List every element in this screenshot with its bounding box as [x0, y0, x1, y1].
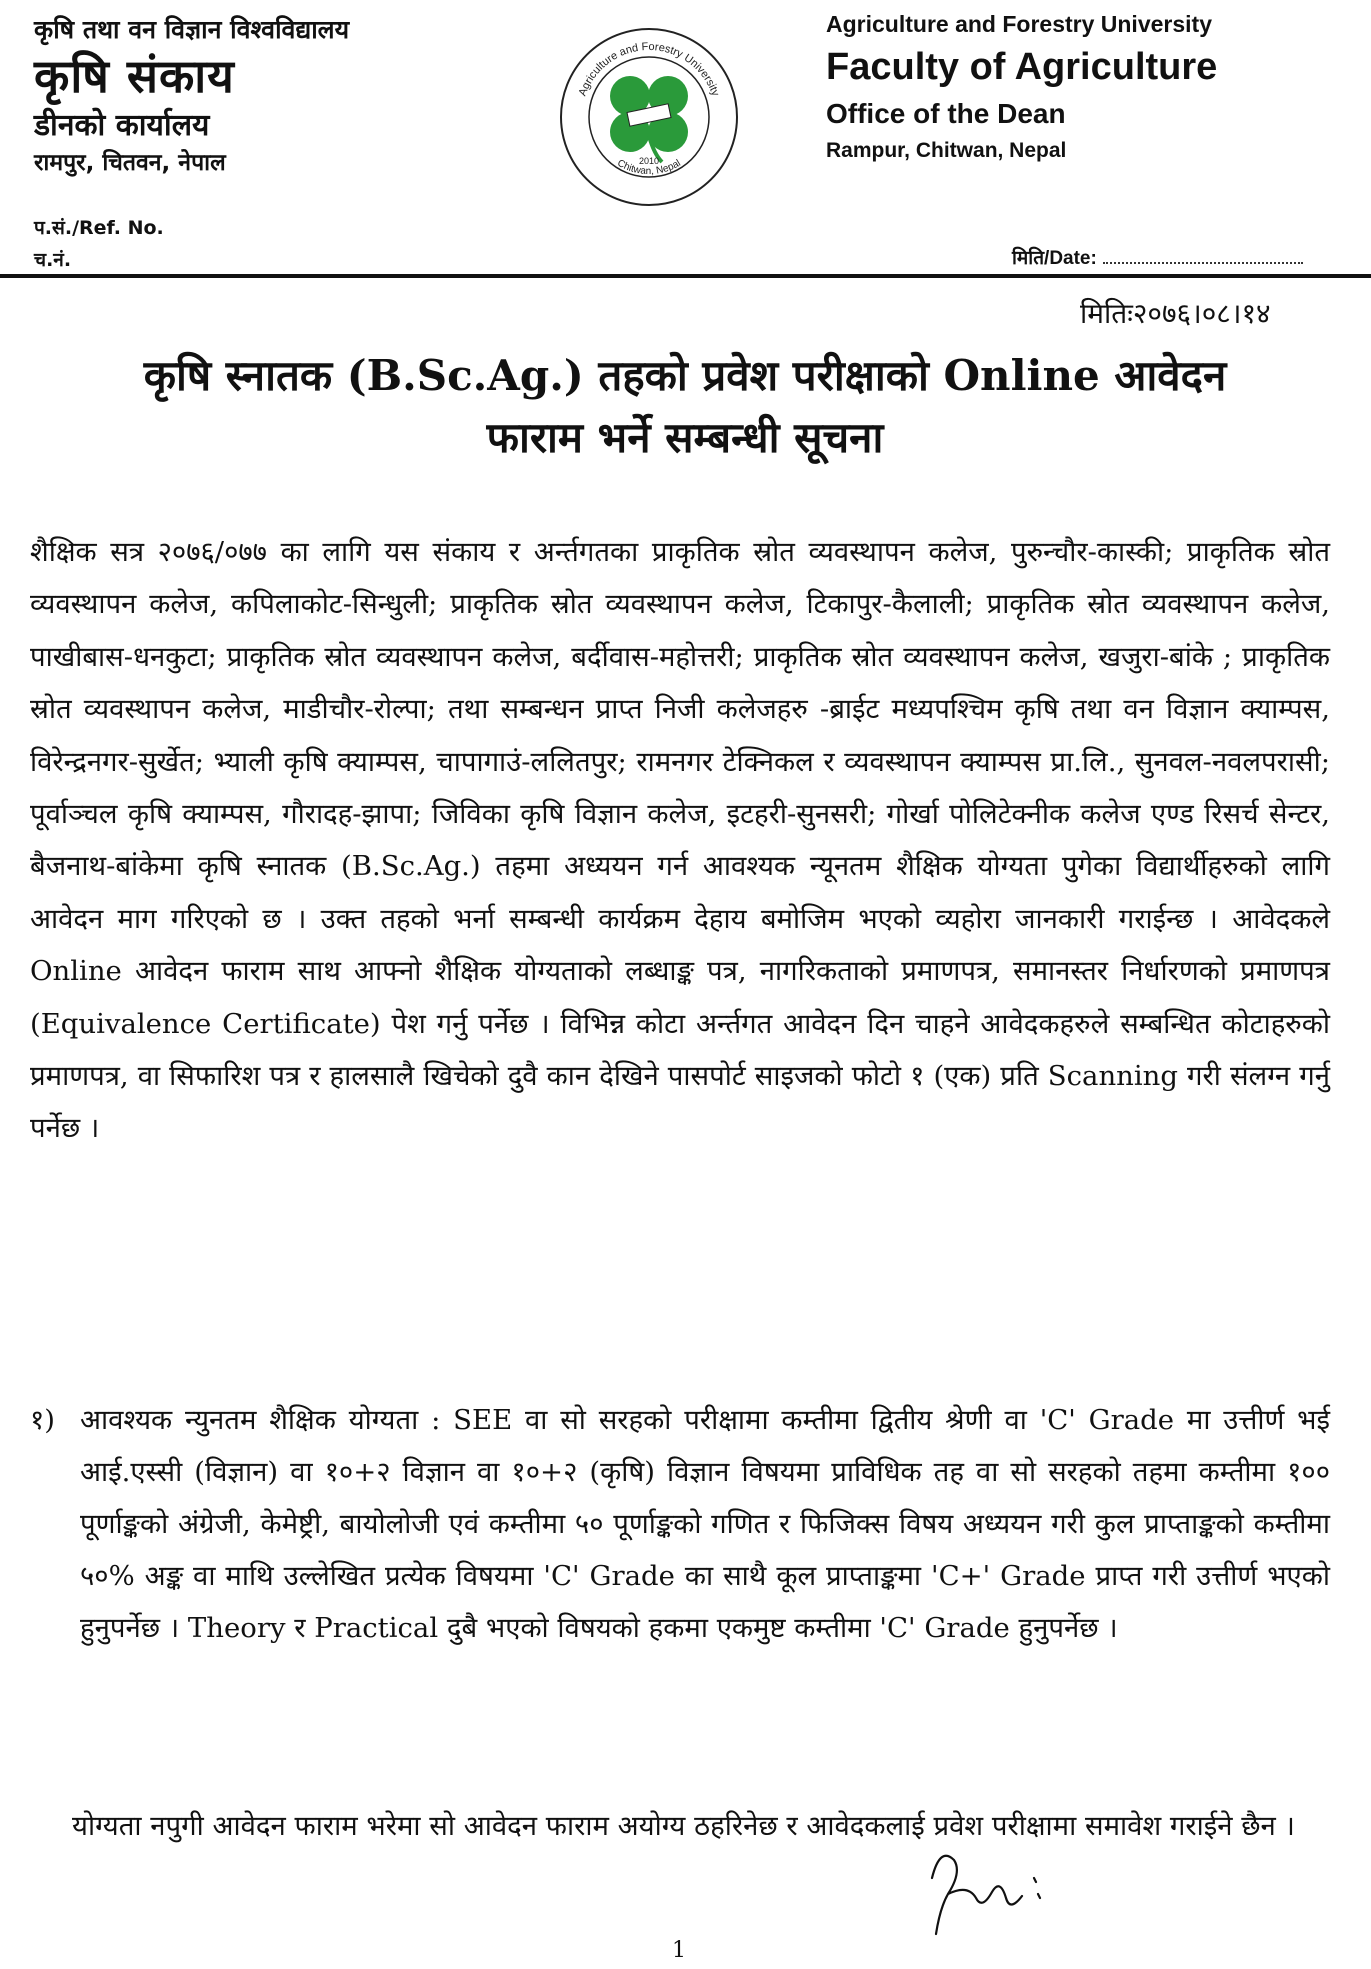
list-item-text: आवश्यक न्युनतम शैक्षिक योग्यता : SEE वा सो सरहको परीक्षामा कम्तीमा द्वितीय श्रेणी वा 'C' Grade मा उत्तीर्ण भई आई.एस्सी (विज्ञान) वा १०+२ विज्ञान वा १०+२ (कृषि) विज्ञान विषयमा प्राविधिक तह वा सो सरहको तहमा कम्तीमा १०० पूर्णाङ्कको अंग्रेजी, केमेष्ट्री, बायोलोजी एवं कम्तीमा ५० पूर्णाङ्कको गणित र फिजिक्स विषय अध्ययन गरी कुल प्राप्ताङ्कको कम्तीमा ५०% अङ्क वा माथि उल्लेखित प्रत्येक विषयमा 'C' Grade का साथै कूल प्राप्ताङ्कमा 'C+' Grade प्राप्त गरी उत्तीर्ण भएको हुनुपर्नेछ । Theory र Practical दुबै भएको विषयको हकमा एकमुष्ट कम्तीमा 'C' Grade हुनुपर्नेछ ।	[80, 1404, 1330, 1644]
paragraph-intro: शैक्षिक सत्र २०७६/०७७ का लागि यस संकाय र अर्न्तगतका प्राकृतिक स्रोत व्यवस्थापन कलेज, पुरुन्चौर-कास्की; प्राकृतिक स्रोत व्यवस्थापन कलेज, कपिलाकोट-सिन्धुली; प्राकृतिक स्रोत व्यवस्थापन कलेज, टिकापुर-कैलाली; प्राकृतिक स्रोत व्यवस्थापन कलेज, पाखीबास-धनकुटा; प्राकृतिक स्रोत व्यवस्थापन कलेज, बर्दीवास-महोत्तरी; प्राकृतिक स्रोत व्यवस्थापन कलेज, खजुरा-बांके ; प्राकृतिक स्रोत व्यवस्थापन कलेज, माडीचौर-रोल्पा; तथा सम्बन्धन प्राप्त निजी कलेजहरु -ब्राईट मध्यपश्चिम कृषि तथा वन विज्ञान क्याम्पस, विरेन्द्रनगर-सुर्खेत; भ्याली कृषि क्याम्पस, चापागाउं-ललितपुर; रामनगर टेक्निकल र व्यवस्थापन क्याम्पस प्रा.लि., सुनवल-नवलपरासी; पूर्वाञ्चल कृषि क्याम्पस, गौरादह-झापा; जिविका कृषि विज्ञान कलेज, इटहरी-सुनसरी; गोर्खा पोलिटेक्नीक कलेज एण्ड रिसर्च सेन्टर, बैजनाथ-बांकेमा कृषि स्नातक (B.Sc.Ag.) तहमा अध्ययन गर्न आवश्यक न्यूनतम शैक्षिक योग्यता पुगेका विद्यार्थीहरुको लागि आवेदन माग गरिएको छ । उक्त तहको भर्ना सम्बन्धी कार्यक्रम देहाय बमोजिम भएको व्यहोरा जानकारी गराईन्छ । आवेदकले Online आवेदन फाराम साथ आफ्नो शैक्षिक योग्यताको लब्धाङ्क पत्र, नागरिकताको प्रमाणपत्र, समानस्तर निर्धारणको प्रमाणपत्र (Equivalence Certificate) पेश गर्नु पर्नेछ । विभिन्न कोटा अर्न्तगत आवेदन दिन चाहने आवेदकहरुले सम्बन्धित कोटाहरुको प्रमाणपत्र, वा सिफारिश पत्र र हालसालै खिचेको दुवै कान देखिने पासपोर्ट साइजको फोटो १ (एक) प्रति Scanning गरी संलग्न गर्नु पर्नेछ ।	[30, 536, 1330, 1145]
notice-date: मितिः२०७६।०८।१४	[1080, 297, 1271, 330]
dispatch-number-label: च.नं.	[34, 249, 72, 271]
university-logo-icon	[558, 26, 740, 208]
faculty-name-nepali: कृषि संकाय	[34, 49, 235, 103]
date-label: मिति/Date:	[1012, 248, 1097, 269]
letterhead-english	[826, 8, 1346, 168]
office-name-nepali: डीनको कार्यालय	[34, 108, 210, 143]
university-name-english: Agriculture and Forestry University	[826, 11, 1212, 37]
office-name-english: Office of the Dean	[826, 98, 1066, 129]
list-item-qualification	[30, 1394, 1330, 1654]
address-nepali: रामपुर, चितवन, नेपाल	[34, 150, 226, 176]
title-line-1: कृषि स्नातक (B.Sc.Ag.) तहको प्रवेश परीक्षाको Online आवेदन	[143, 351, 1227, 400]
ref-number-label: प.सं./Ref. No.	[34, 217, 164, 239]
university-name-nepali: कृषि तथा वन विज्ञान विश्वविद्यालय	[34, 15, 350, 44]
reference-block	[34, 212, 164, 276]
logo-ring-text-top: Agriculture and Forestry University	[576, 40, 722, 98]
date-dotted-line	[1103, 248, 1303, 264]
page-number: 1	[672, 1938, 686, 1963]
letterhead-nepali	[34, 14, 554, 180]
title-line-2: फाराम भर्ने सम्बन्धी सूचना	[486, 413, 884, 462]
signature-icon	[910, 1838, 1070, 1948]
logo-ring-text-bottom: Chitwan, Nepal	[615, 157, 683, 178]
list-item-number: १)	[30, 1404, 56, 1436]
notice-title	[40, 345, 1330, 469]
faculty-name-english: Faculty of Agriculture	[826, 46, 1218, 88]
paragraph-eligibility-warning: योग्यता नपुगी आवेदन फाराम भरेमा सो आवेदन फाराम अयोग्य ठहरिनेछ र आवेदकलाई प्रवेश परीक्षामा समावेश गराईने छैन ।	[72, 1810, 1295, 1842]
header-divider	[0, 274, 1371, 278]
logo-year: 2010	[638, 156, 660, 166]
address-english: Rampur, Chitwan, Nepal	[826, 139, 1067, 162]
date-field	[1012, 244, 1303, 270]
